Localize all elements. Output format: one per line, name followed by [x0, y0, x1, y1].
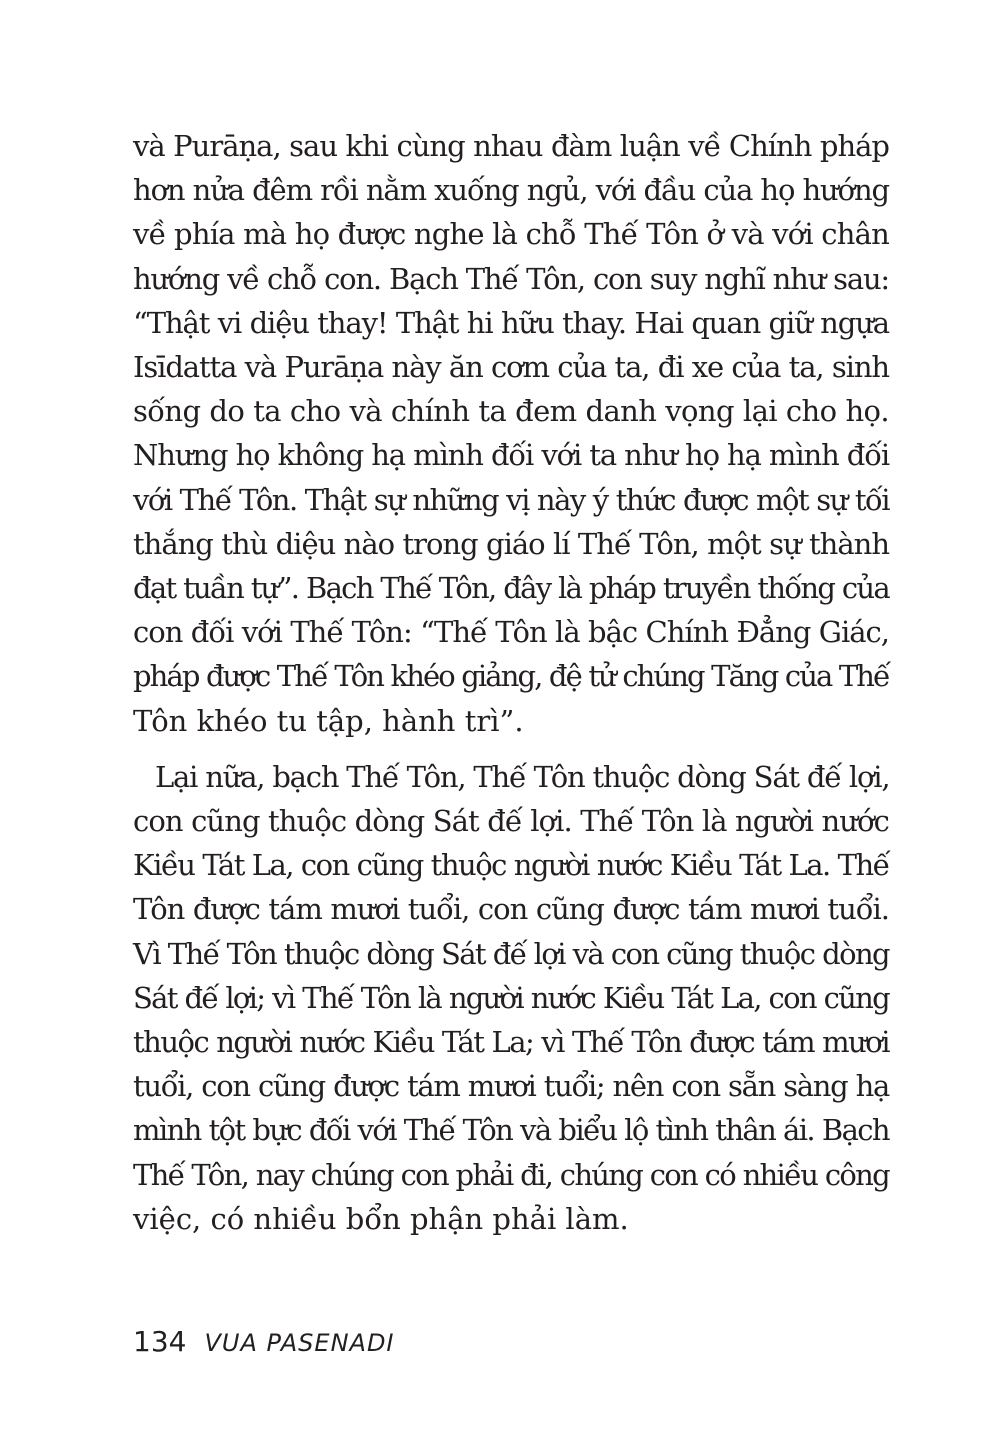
text-line: Nhưng họ không hạ mình đối với ta như họ hạ mình đối — [133, 438, 890, 473]
text-line: sống do ta cho và chính ta đem danh vọng lại cho họ. — [133, 394, 889, 429]
text-line: pháp được Thế Tôn khéo giảng, đệ tử chúng Tăng của Thế — [133, 659, 889, 694]
text-line: Sát đế lợi; vì Thế Tôn là người nước Kiều Tát La, con cũng — [133, 980, 889, 1015]
text-line: về phía mà họ được nghe là chỗ Thế Tôn ở và với chân — [133, 217, 889, 252]
text-line: hơn nửa đêm rồi nằm xuống ngủ, với đầu của họ hướng — [133, 173, 890, 208]
text-line: thuộc người nước Kiều Tát La; vì Thế Tôn được tám mươi — [133, 1025, 889, 1060]
text-line: Lại nữa, bạch Thế Tôn, Thế Tôn thuộc dòng Sát đế lợi, — [155, 759, 890, 794]
paragraph — [133, 755, 889, 1241]
text-line: thắng thù diệu nào trong giáo lí Thế Tôn, một sự thành — [133, 526, 889, 561]
paragraph — [133, 124, 889, 743]
text-line: con đối với Thế Tôn: “Thế Tôn là bậc Chính Đẳng Giác, — [133, 615, 889, 650]
text-line: với Thế Tôn. Thật sự những vị này ý thức được một sự tối — [133, 482, 889, 517]
text-line: Isīdatta và Purāṇa này ăn cơm của ta, đi xe của ta, sinh — [133, 350, 889, 385]
text-line: Tôn được tám mươi tuổi, con cũng được tám mươi tuổi. — [133, 892, 889, 927]
text-line: Tôn khéo tu tập, hành trì”. — [133, 703, 524, 738]
text-line: tuổi, con cũng được tám mươi tuổi; nên con sẵn sàng hạ — [133, 1069, 889, 1104]
text-line: mình tột bực đối với Thế Tôn và biểu lộ tình thân ái. Bạch — [133, 1113, 889, 1148]
page-footer — [133, 1325, 395, 1365]
body-text — [133, 124, 889, 1241]
page-number: 134 — [133, 1325, 187, 1358]
text-line: đạt tuần tự”. Bạch Thế Tôn, đây là pháp truyền thống của — [133, 571, 889, 606]
text-line: “Thật vi diệu thay! Thật hi hữu thay. Hai quan giữ ngựa — [133, 305, 889, 340]
running-title: VUA PASENADI — [204, 1329, 395, 1357]
text-line: con cũng thuộc dòng Sát đế lợi. Thế Tôn là người nước — [133, 804, 889, 839]
text-line: việc, có nhiều bổn phận phải làm. — [133, 1201, 629, 1236]
text-line: Kiều Tát La, con cũng thuộc người nước Kiều Tát La. Thế — [133, 848, 889, 883]
text-line: hướng về chỗ con. Bạch Thế Tôn, con suy nghĩ như sau: — [133, 261, 889, 296]
text-line: Thế Tôn, nay chúng con phải đi, chúng con có nhiều công — [133, 1157, 889, 1192]
text-line: Vì Thế Tôn thuộc dòng Sát đế lợi và con cũng thuộc dòng — [133, 936, 889, 971]
text-line: và Purāṇa, sau khi cùng nhau đàm luận về Chính pháp — [133, 129, 889, 163]
